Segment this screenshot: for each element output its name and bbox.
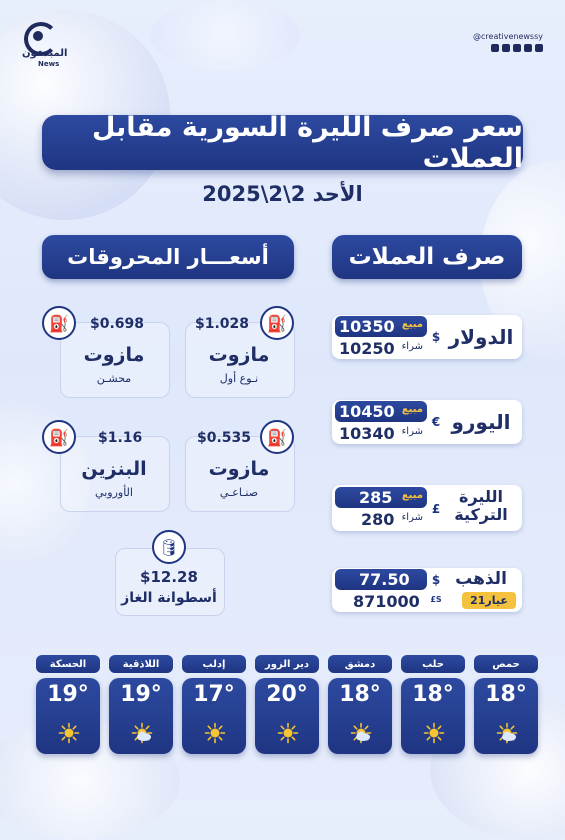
gold-karat-badge: عيار21 — [462, 592, 516, 609]
fuel-pump-icon: ⛽ — [260, 420, 294, 454]
fuel-pump-icon: ⛽ — [260, 306, 294, 340]
gold-usd-price: 77.50 — [335, 569, 427, 590]
city-label: الحسكة — [36, 655, 100, 673]
youtube-icon[interactable] — [502, 44, 510, 52]
temperature: 17° — [193, 682, 235, 707]
fuel-name: مازوت — [208, 458, 270, 480]
weather-card — [36, 655, 100, 754]
weather-card — [474, 655, 538, 754]
weather-temp-card — [401, 678, 465, 754]
city-label: دمشق — [328, 655, 392, 673]
sun-icon — [58, 722, 80, 744]
fuel-section-header: أسعـــار المحروقات — [42, 235, 294, 279]
weather-card — [182, 655, 246, 754]
weather-temp-card — [36, 678, 100, 754]
temperature: 19° — [47, 682, 89, 707]
twitter-icon[interactable] — [535, 44, 543, 52]
buy-price-try: 285 مبيع — [335, 487, 427, 508]
buy-price-usd: 10350 مبيع — [335, 316, 427, 337]
social-handle: @creativenewssy — [473, 32, 543, 41]
fuel-subtype: صنـاعـي — [219, 486, 259, 499]
fuel-price: $1.16 — [98, 430, 143, 446]
weather-temp-card — [109, 678, 173, 754]
temperature: 18° — [339, 682, 381, 707]
fuel-subtype: نـوع أول — [219, 372, 259, 385]
weather-card — [109, 655, 173, 754]
weather-temp-card — [255, 678, 319, 754]
lira-icon: £ — [431, 502, 441, 516]
currency-name: الليرة التركية — [454, 487, 508, 524]
weather-temp-card — [474, 678, 538, 754]
city-label: دير الزور — [255, 655, 319, 673]
logo-bulb-icon — [33, 31, 43, 41]
gas-can-icon: ⛽ — [42, 420, 76, 454]
sell-price-usd: 10250 شراء — [339, 339, 423, 358]
weather-temp-card — [182, 678, 246, 754]
currency-name: الدولار — [448, 325, 514, 349]
sun-icon — [277, 722, 299, 744]
dollar-icon: $ — [431, 330, 441, 344]
fuel-name: مازوت — [208, 344, 270, 366]
gold-label: الذهب — [455, 569, 507, 589]
fuel-subtype: محشـن — [96, 372, 132, 385]
fuel-name: مازوت — [83, 344, 145, 366]
facebook-icon[interactable] — [491, 44, 499, 52]
buy-price-eur: 10450 مبيع — [335, 401, 427, 422]
weather-card — [401, 655, 465, 754]
fuel-price: $1.028 — [195, 316, 250, 332]
partly-cloudy-icon — [131, 722, 153, 744]
weather-card — [255, 655, 319, 754]
instagram-icon[interactable] — [524, 44, 532, 52]
temperature: 18° — [485, 682, 527, 707]
gold-syp-price: 871000 — [353, 592, 420, 611]
temperature: 20° — [266, 682, 308, 707]
social-block — [473, 32, 543, 52]
logo-sub: News — [38, 60, 60, 68]
brand-logo — [18, 22, 70, 70]
city-label: حلب — [401, 655, 465, 673]
fuel-price: $12.28 — [140, 568, 198, 586]
weather-card — [328, 655, 392, 754]
weather-temp-card — [328, 678, 392, 754]
telegram-icon[interactable] — [513, 44, 521, 52]
city-label: اللاذقية — [109, 655, 173, 673]
currency-name: اليورو — [451, 410, 511, 434]
gas-cylinder-icon: 🛢 — [152, 530, 186, 564]
fuel-price: $0.698 — [90, 316, 145, 332]
decor-bubble — [150, 0, 300, 70]
sell-price-try: 280 شراء — [361, 510, 423, 529]
partly-cloudy-icon — [350, 722, 372, 744]
city-label: إدلب — [182, 655, 246, 673]
fuel-pump-icon: ⛽ — [42, 306, 76, 340]
temperature: 18° — [412, 682, 454, 707]
currency-section-header: صرف العملات — [332, 235, 522, 279]
partly-cloudy-icon — [496, 722, 518, 744]
dollar-icon: $ — [431, 573, 441, 587]
fuel-subtype: الأوروبي — [95, 486, 133, 499]
sun-icon — [423, 722, 445, 744]
page-title: سعر صرف الليرة السورية مقابل العملات — [42, 115, 523, 170]
city-label: حمص — [474, 655, 538, 673]
sell-price-eur: 10340 شراء — [339, 424, 423, 443]
fuel-price: $0.535 — [197, 430, 252, 446]
logo-text: المبدعون — [22, 48, 68, 59]
syrian-pound-icon: £S — [430, 595, 442, 604]
euro-icon: € — [431, 415, 441, 429]
date-label: الأحد 2\2\2025 — [202, 182, 363, 206]
fuel-name: البنزين — [81, 458, 147, 480]
sun-icon — [204, 722, 226, 744]
fuel-name: أسطوانة الغاز — [121, 590, 217, 606]
temperature: 19° — [120, 682, 162, 707]
